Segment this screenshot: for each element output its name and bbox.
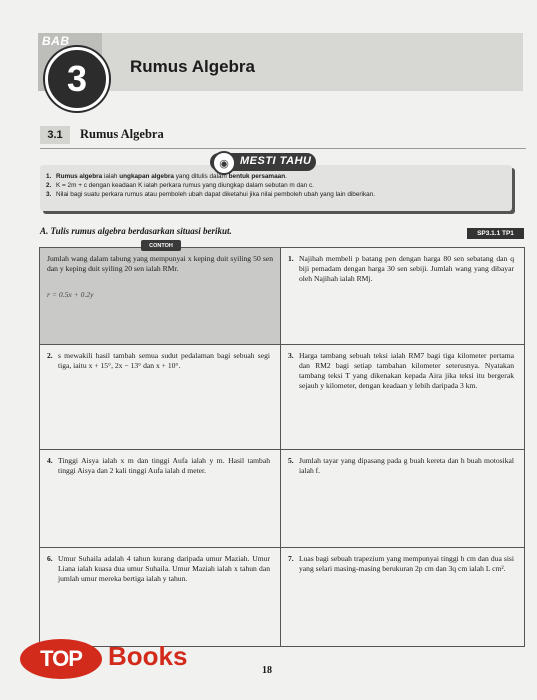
page-number: 18 [262, 665, 272, 676]
section-title: Rumus Algebra [80, 127, 164, 141]
question-cell-2[interactable]: 2. s mewakili hasil tambah semua sudut pedalaman bagi sebuah segi tiga, iaitu x + 15°, 2x − 13° dan x + 10°. [47, 351, 270, 370]
section-divider [40, 148, 526, 149]
chapter-banner [38, 33, 523, 91]
question-cell-4[interactable]: 4. Tinggi Aisya ialah x m dan tinggi Aufa ialah y m. Hasil tambah tinggi Aisya dan 2 kali tinggi Aufa ialah d meter. [47, 456, 270, 475]
chapter-title: Rumus Algebra [130, 57, 256, 76]
mesti-tahu-label: MESTI TAHU [240, 155, 312, 167]
standard-tag: SP3.1.1 TP1 [467, 228, 524, 239]
list-item: 1. Rumus algebra ialah ungkapan algebra yang ditulis dalam bentuk persamaan. [46, 173, 287, 180]
mesti-tahu-list [46, 173, 508, 199]
question-cell-6[interactable]: 6. Umur Suhaila adalah 4 tahun kurang daripada umur Maziah. Umur Liana ialah kuasa dua umur Suhaila. Umur Maziah ialah x tahun dan jumlah umur mereka bertiga ialah y tahun. [47, 554, 270, 583]
question-instruction: A. Tulis rumus algebra berdasarkan situasi berikut. [40, 226, 232, 236]
question-cell-7[interactable]: 7. Luas bagi sebuah trapezium yang mempunyai tinggi h cm dan dua sisi yang selari masing-masing berukuran 2p cm dan 3q cm ialah L cm². [280, 548, 524, 646]
example-answer: r = 0.5x + 0.2y [47, 290, 94, 299]
question-cell-3[interactable]: 3. Harga tambang sebuah teksi ialah RM7 bagi tiga kilometer pertama dan RM2 bagi setiap tambahan kilometer seterusnya. Nyatakan tambang teksi T yang dikenakan kepada Aira jika teksi itu bergerak sejauh y kilometer, dengan keadaan y lebih daripada 3 km. [280, 345, 524, 449]
section-number: 3.1 [40, 126, 70, 144]
topbooks-watermark [8, 633, 238, 689]
topbooks-logo-text: Books [108, 641, 188, 671]
example-text: Jumlah wang dalam tabung yang mempunyai x keping duit syiling 50 sen dan y keping duit syiling 20 sen ialah RMr. [47, 254, 273, 273]
chapter-number-badge: 3 [45, 47, 109, 111]
eye-icon: ◉ [212, 151, 236, 175]
contoh-label: CONTOH [141, 240, 181, 251]
list-item: 3. Nilai bagi suatu perkara rumus atau pemboleh ubah dapat diketahui jika nilai pemboleh ubah yang lain diberikan. [46, 190, 376, 198]
list-item: 2. K = 2m + c dengan keadaan K ialah perkara rumus yang diungkap dalam sebutan m dan c. [46, 181, 314, 189]
question-cell-1[interactable]: 1. Najihah membeli p batang pen dengan harga 80 sen sebatang dan q biji pemadam dengan harga 30 sen sebiji. Jumlah wang yang dibayar oleh Najihah ialah RMj. [280, 248, 524, 344]
bab-label: BAB [42, 34, 70, 48]
topbooks-logo-badge: TOP [20, 639, 102, 679]
example-cell [40, 248, 280, 344]
question-grid [39, 247, 525, 647]
question-cell-5[interactable]: 5. Jumlah tayar yang dipasang pada g buah kereta dan h buah motosikal ialah f. [280, 450, 524, 547]
